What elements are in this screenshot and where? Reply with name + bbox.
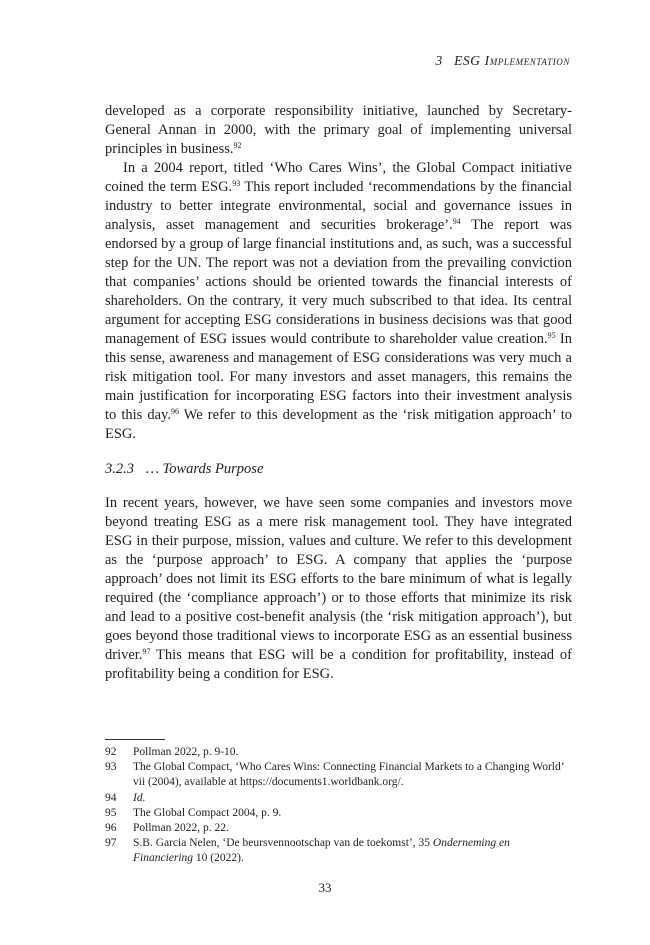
main-text [105,102,572,684]
paragraph-2: In a 2004 report, titled ‘Who Cares Wins’, the Global Compact initiative coined the term ESG.$^{93}$ This report included ‘recommendations by the financial industry to better integrate environmental, social and governance issues in analysis, asset management and securities brokerage’.$^{94}$ The report was endorsed by a group of large financial institutions and, as such, was a successful step for the UN. The report was not a deviation from the prevailing conviction that companies’ actions should be oriented towards the financial interests of shareholders. On the contrary, it very much subscribed to that idea. Its central argument for accepting ESG considerations in business decisions was that good management of ESG issues would contribute to shareholder value creation.$^{95}$ In this sense, awareness and management of ESG considerations was very much a risk mitigation tool. For many investors and asset managers, this remains the main justification for incorporating ESG factors into their investment analysis to this day.$^{96}$ We refer to this development as the ‘risk mitigation approach’ to ESG. [105,160,572,442]
footnote-ref-96[interactable]: 96 [170,407,179,416]
footnote-92: 92 Pollman 2022, p. 9-10. [105,746,239,758]
chapter-number: 3 [435,53,443,68]
footnote-94: 94 Id. [105,791,146,804]
footnote-ref-97[interactable]: 97 [142,647,151,656]
footnotes [105,745,572,867]
running-head [436,53,570,69]
journal-title: Onderneming en Financiering [133,837,510,865]
footnote-divider [105,739,165,740]
footnote-ref-94[interactable]: 94 [452,217,461,226]
footnote-ref-95[interactable]: 95 [547,331,556,340]
chapter-title: ESG Implementation [454,53,570,68]
page-number: 33 [318,880,332,895]
footnote-ref-92[interactable]: 92 [233,141,242,150]
footnote-96: 96 Pollman 2022, p. 22. [105,822,229,835]
section-number: 3.2.3 [105,461,134,477]
paragraph-3: In recent years, however, we have seen some companies and investors move beyond treating ESG as a mere risk management tool. They have integrated ESG in their purpose, mission, values and culture. We refer to this development as the ‘purpose approach’ to ESG. A company that applies the ‘purpose approach’ does not limit its ESG efforts to the bare minimum of what is legally required (the ‘compliance approach’) or to those efforts that minimize its risk and lead to a positive cost-benefit analysis (the ‘risk mitigation approach’), but goes beyond those traditional views to incorporate ESG as an essential business driver.$^{97}$ This means that ESG will be a condition for profitability, instead of profitability being a condition for ESG. [105,495,572,682]
paragraph-1: developed as a corporate responsibility initiative, launched by Secretary-General Annan in 2000, with the primary goal of implementing universal principles in business.$^{92}$ [105,103,572,157]
footnote-93: 93 The Global Compact, ‘Who Cares Wins: Connecting Financial Markets to a Changing World’ vii (2004), available at https://documents1.worldbank.org/. [105,761,564,789]
footnote-ref-93[interactable]: 93 [232,179,241,188]
footnote-97: 97 S.B. Garcia Nelen, ‘De beursvennootschap van de toekomst’, 35 Onderneming en Financiering 10 (2022). [105,837,510,865]
footnote-95: 95 The Global Compact 2004, p. 9. [105,806,282,819]
section-heading [105,460,572,479]
section-title: … Towards Purpose [146,461,264,477]
